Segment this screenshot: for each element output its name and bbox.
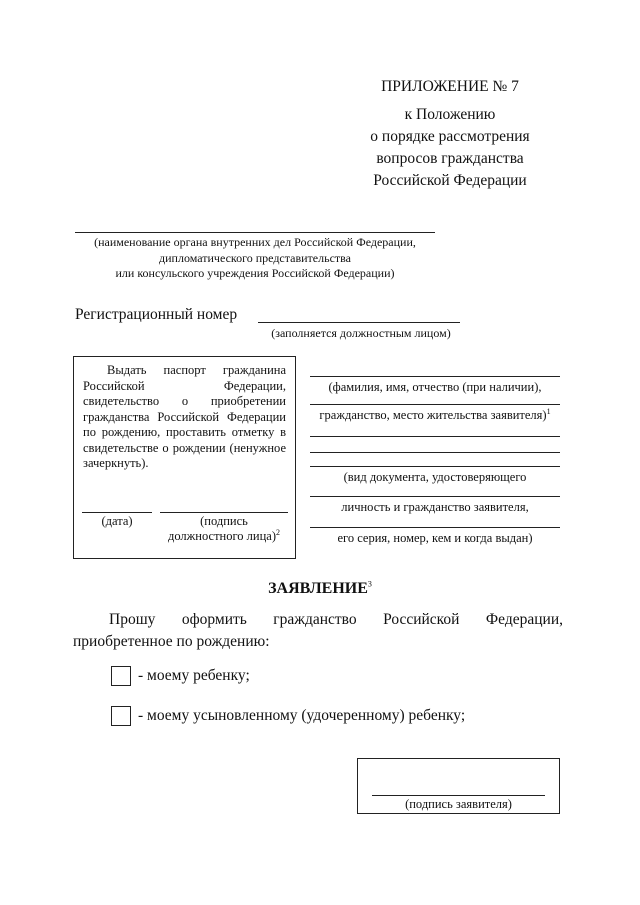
authority-name-field[interactable] [75, 232, 435, 233]
footnote-marker-2: 2 [276, 527, 281, 537]
date-field[interactable] [82, 512, 152, 513]
registration-label: Регистрационный номер [75, 306, 238, 323]
statement-title-text: ЗАЯВЛЕНИЕ [268, 580, 368, 597]
authority-caption-2: дипломатического представительства [159, 251, 351, 265]
applicant-caption-2-text: гражданство, место жительства заявителя) [319, 408, 547, 422]
date-caption: (дата) [101, 514, 133, 528]
statement-title [0, 580, 640, 598]
official-signature-caption-text: (подпись должностного лица) [167, 514, 277, 543]
authority-caption-3: или консульского учреждения Российской Федерации) [115, 266, 395, 280]
authority-caption-1: (наименование органа внутренних дел Российской Федерации, [94, 235, 416, 249]
statement-text [73, 609, 563, 653]
appendix-line-1: к Положению [404, 106, 496, 123]
footnote-marker-1: 1 [546, 406, 551, 416]
applicant-caption-2 [305, 408, 565, 423]
applicant-caption-4: личность и гражданство заявителя, [341, 500, 529, 514]
applicant-citizenship-field[interactable] [310, 404, 560, 405]
option-own-child-checkbox[interactable] [111, 666, 131, 686]
applicant-line-3[interactable] [310, 436, 560, 437]
official-resolution-box [73, 356, 296, 559]
official-signature-field[interactable] [160, 512, 288, 513]
option-adopted-child-checkbox[interactable] [111, 706, 131, 726]
official-signature-caption [162, 514, 286, 544]
applicant-caption-1: (фамилия, имя, отчество (при наличии), [328, 380, 542, 394]
option-adopted-child-label: - моему усыновленному (удочеренному) ребенку; [138, 707, 466, 724]
applicant-document-details-field[interactable] [310, 527, 560, 528]
applicant-signature-caption: (подпись заявителя) [405, 797, 512, 811]
registration-caption: (заполняется должностным лицом) [271, 326, 451, 340]
appendix-line-3: вопросов гражданства [376, 150, 524, 167]
applicant-document-field[interactable] [310, 466, 560, 467]
applicant-signature-field[interactable] [372, 795, 545, 796]
statement-text-content: Прошу оформить гражданство Российской Федерации, приобретенное по рождению: [73, 611, 563, 650]
applicant-signature-box [357, 758, 560, 814]
appendix-line-2: о порядке рассмотрения [370, 128, 530, 145]
resolution-text-content: Выдать паспорт гражданина Российской Федерации, свидетельство о приобретении гражданства Российской Федерации по рождению, проставить отметку в свидетельстве о рождении (ненужное зачеркнуть). [83, 363, 286, 470]
applicant-identity-field[interactable] [310, 496, 560, 497]
applicant-name-field[interactable] [310, 376, 560, 377]
applicant-caption-3: (вид документа, удостоверяющего [343, 470, 527, 484]
applicant-line-4[interactable] [310, 452, 560, 453]
appendix-number: ПРИЛОЖЕНИЕ № 7 [381, 78, 519, 95]
option-own-child-label: - моему ребенку; [138, 667, 250, 684]
registration-number-field[interactable] [258, 322, 460, 323]
footnote-marker-3: 3 [367, 579, 372, 589]
appendix-line-4: Российской Федерации [373, 172, 527, 189]
resolution-text [83, 363, 286, 472]
applicant-caption-5: его серия, номер, кем и когда выдан) [337, 531, 533, 545]
